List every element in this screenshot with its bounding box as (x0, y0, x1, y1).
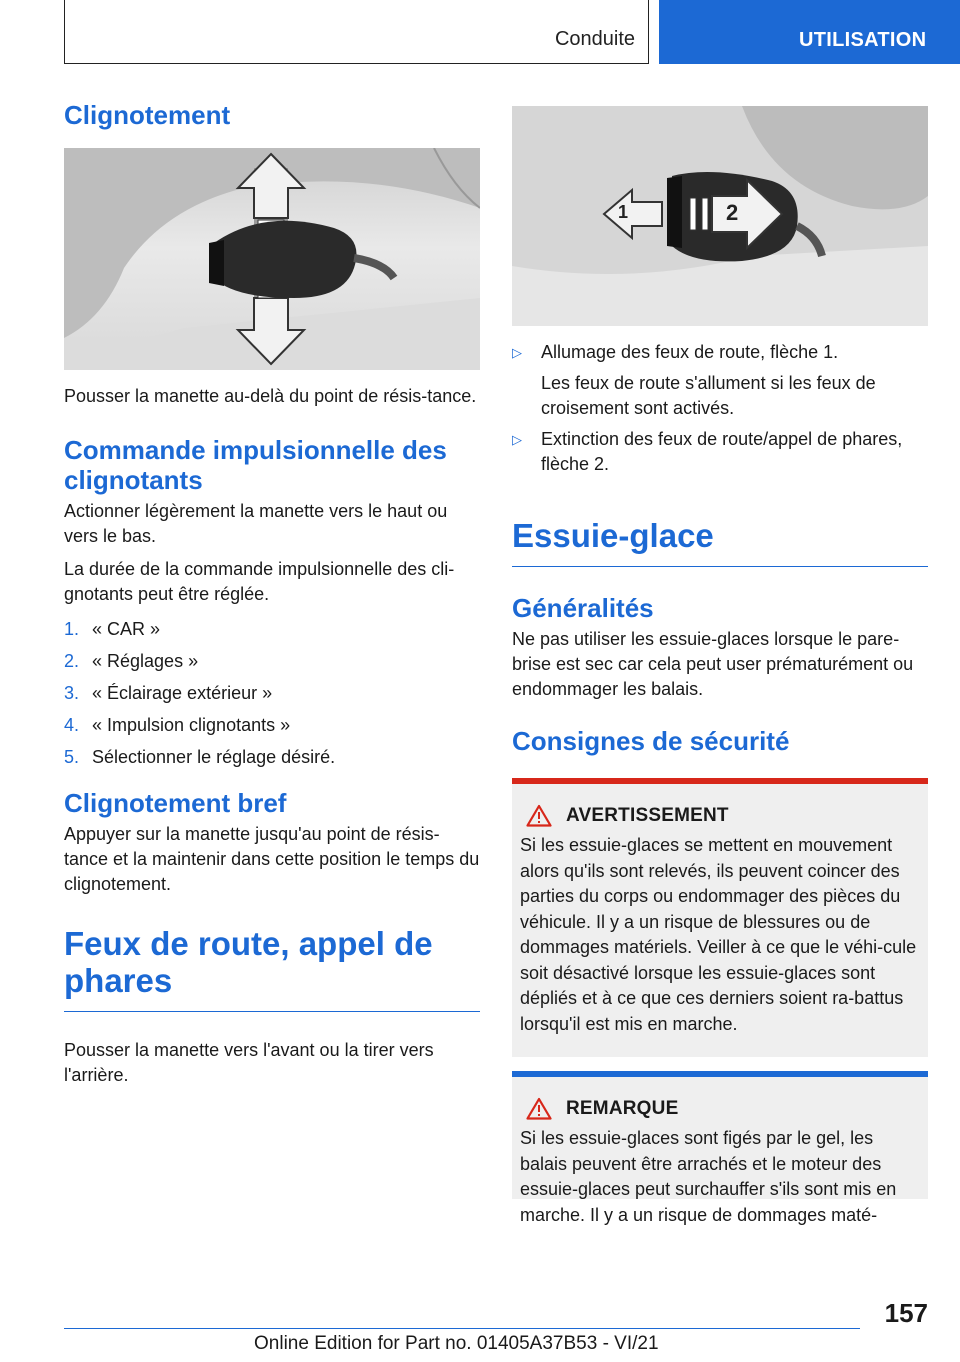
menu-steps-list (64, 617, 480, 770)
warning-triangle-icon (526, 804, 552, 827)
header-section-title: Conduite (554, 28, 635, 50)
list-item: 3. « Éclairage extérieur » (64, 683, 273, 703)
text-appuyer: Appuyer sur la manette jusqu'au point de résis-tance et la maintenir dans cette position le temps du clignotement. (64, 824, 480, 894)
footer-edition: Online Edition for Part no. 01405A37B53 - VI/21 (254, 1333, 659, 1354)
remark-text: Si les essuie-glaces sont figés par le gel, les balais peuvent être arrachés et le moteur des essuie-glaces peut surchauffer s'ils sont mis en marche. Il y a un risque de dommages maté- (520, 1128, 897, 1225)
list-item: 5. Sélectionner le réglage désiré. (64, 747, 336, 767)
right-column (512, 106, 928, 1225)
high-beam-bullets (512, 340, 928, 477)
text-pousser-avant: Pousser la manette vers l'avant ou la tirer vers l'arrière. (64, 1040, 434, 1085)
list-item: 2. « Réglages » (64, 651, 199, 671)
remark-box (512, 1071, 928, 1225)
page-number: 157 (884, 1298, 928, 1328)
triangle-bullet-icon: ▷ (512, 432, 522, 447)
stalk-up-down-illustration (64, 148, 480, 370)
stalk-forward-back-illustration (512, 106, 928, 326)
text-actionner: Actionner légèrement la manette vers le haut ou vers le bas. (64, 501, 448, 546)
section-divider (64, 1011, 480, 1012)
heading-generalites: Généralités (512, 593, 654, 623)
footer-divider (64, 1328, 860, 1329)
list-item: 1. « CAR » (64, 619, 161, 639)
list-item: ▷ Extinction des feux de route/appel de phares, flèche 2. (512, 429, 903, 474)
list-item: ▷ Allumage des feux de route, flèche 1. Les feux de route s'allument si les feux de croisement sont activés. (512, 342, 876, 418)
heading-clignotement-bref: Clignotement bref (64, 788, 287, 818)
section-divider (512, 566, 928, 567)
triangle-bullet-icon: ▷ (512, 345, 522, 360)
list-item: 4. « Impulsion clignotants » (64, 715, 291, 735)
stalk-forward-back-icon (512, 106, 928, 326)
arrow-label-1: 1 (618, 202, 629, 222)
heading-feux-de-route: Feux de route, appel de phares (64, 925, 433, 999)
remark-title: REMARQUE (566, 1097, 679, 1119)
heading-clignotement: Clignotement (64, 100, 231, 130)
heading-consignes: Consignes de sécurité (512, 726, 790, 756)
heading-commande-impulsionnelle: Commande impulsionnelle des clignotants (64, 435, 447, 495)
warning-triangle-icon (526, 1097, 552, 1120)
warning-title: AVERTISSEMENT (566, 804, 729, 826)
left-column (64, 100, 480, 1088)
remark-header (520, 1097, 920, 1120)
warning-box (512, 778, 928, 1057)
stalk-up-down-icon (64, 148, 480, 370)
header-chapter-tab: UTILISATION (659, 0, 960, 64)
text-duree: La durée de la commande impulsionnelle des cli-gnotants peut être réglée. (64, 559, 455, 604)
text-pousser: Pousser la manette au-delà du point de résis-tance. (64, 386, 477, 406)
arrow-label-2: 2 (726, 200, 739, 225)
text-generalites: Ne pas utiliser les essuie-glaces lorsque le pare-brise est sec car cela peut user prématurément ou endommager les balais. (512, 629, 914, 699)
warning-header (520, 804, 920, 827)
warning-text: Si les essuie-glaces se mettent en mouvement alors qu'ils sont relevés, ils peuvent coincer des parties du corps ou endommager des pièces du véhicule. Il y a un risque de blessures ou de dommages matériels. Veiller à ce que le véhi-cule soit désactivé lorsque les essuie-glaces sont dépliés et à ce que ces derniers soient ra-battus lorsqu'il est mis en marche. (520, 835, 917, 1034)
heading-essuie-glace: Essuie-glace (512, 517, 714, 554)
